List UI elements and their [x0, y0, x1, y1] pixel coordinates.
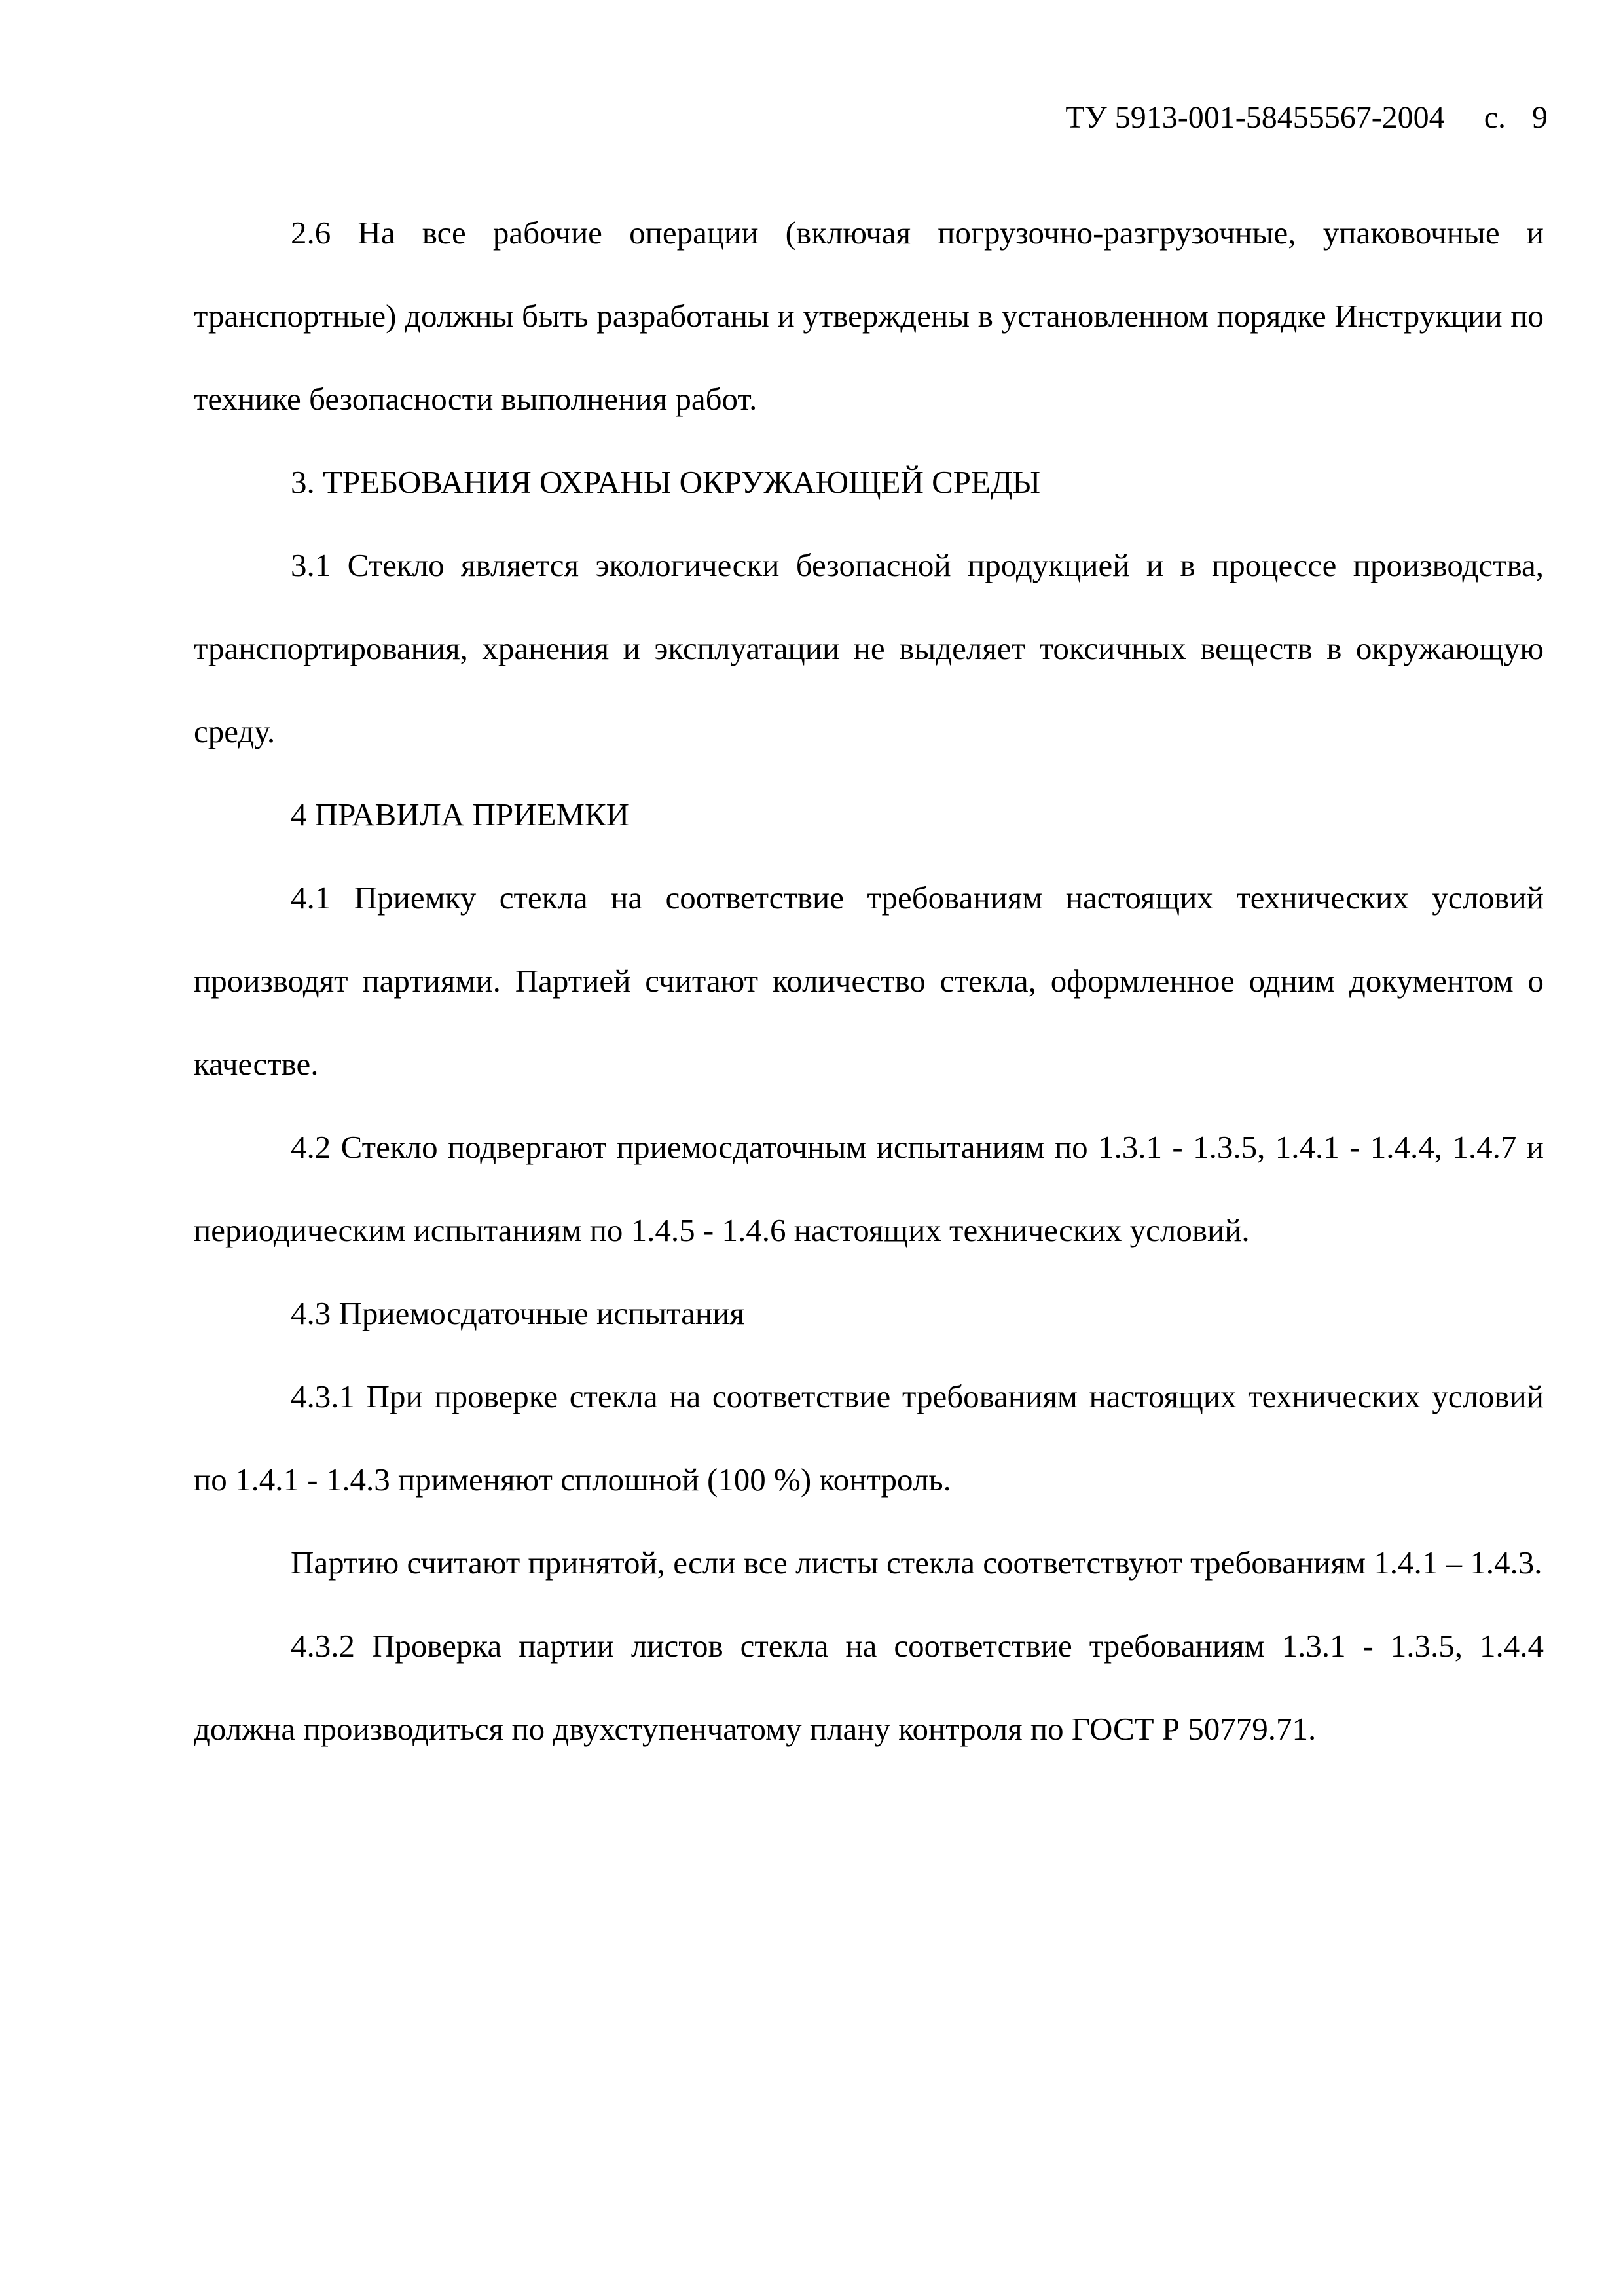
page-number: 9 [1532, 100, 1548, 135]
page-header [1065, 98, 1548, 137]
paragraph-2-6: 2.6 На все рабочие операции (включая погрузочно-разгрузочные, упаковочные и транспортные) должны быть разработаны и утверждены в установленном порядке Инструкции по технике безопасности выполнения работ. [194, 215, 1544, 417]
paragraph-4-3-2: 4.3.2 Проверка партии листов стекла на соответствие требованиям 1.3.1 - 1.3.5, 1.4.4 должна производиться по двухступенчатому плану контроля по ГОСТ Р 50779.71. [194, 1628, 1544, 1747]
paragraph-acceptance: Партию считают принятой, если все листы стекла соответствуют требованиям 1.4.1 – 1.4.3. [291, 1545, 1542, 1581]
paragraph-3-1: 3.1 Стекло является экологически безопасной продукцией и в процессе производства, транспортирования, хранения и эксплуатации не выделяет токсичных веществ в окружающую среду. [194, 547, 1544, 749]
paragraph-4-3: 4.3 Приемосдаточные испытания [291, 1295, 744, 1331]
page-prefix: с. [1484, 100, 1506, 135]
paragraph-4-2: 4.2 Стекло подвергают приемосдаточным испытаниям по 1.3.1 - 1.3.5, 1.4.1 - 1.4.4, 1.4.7 и периодическим испытаниям по 1.4.5 - 1.4.6 настоящих технических условий. [194, 1129, 1544, 1248]
paragraph-4-1: 4.1 Приемку стекла на соответствие требованиям настоящих технических условий производят партиями. Партией считают количество стекла, оформленное одним документом о качестве. [194, 880, 1544, 1082]
document-number: ТУ 5913-001-58455567-2004 [1065, 100, 1445, 135]
paragraph-4-3-1: 4.3.1 При проверке стекла на соответствие требованиям настоящих технических условий по 1.4.1 - 1.4.3 применяют сплошной (100 %) контроль. [194, 1378, 1544, 1498]
section-heading-4: 4 ПРАВИЛА ПРИЕМКИ [291, 797, 630, 833]
section-heading-3: 3. ТРЕБОВАНИЯ ОХРАНЫ ОКРУЖАЮЩЕЙ СРЕДЫ [291, 464, 1041, 500]
document-body [194, 191, 1544, 1770]
